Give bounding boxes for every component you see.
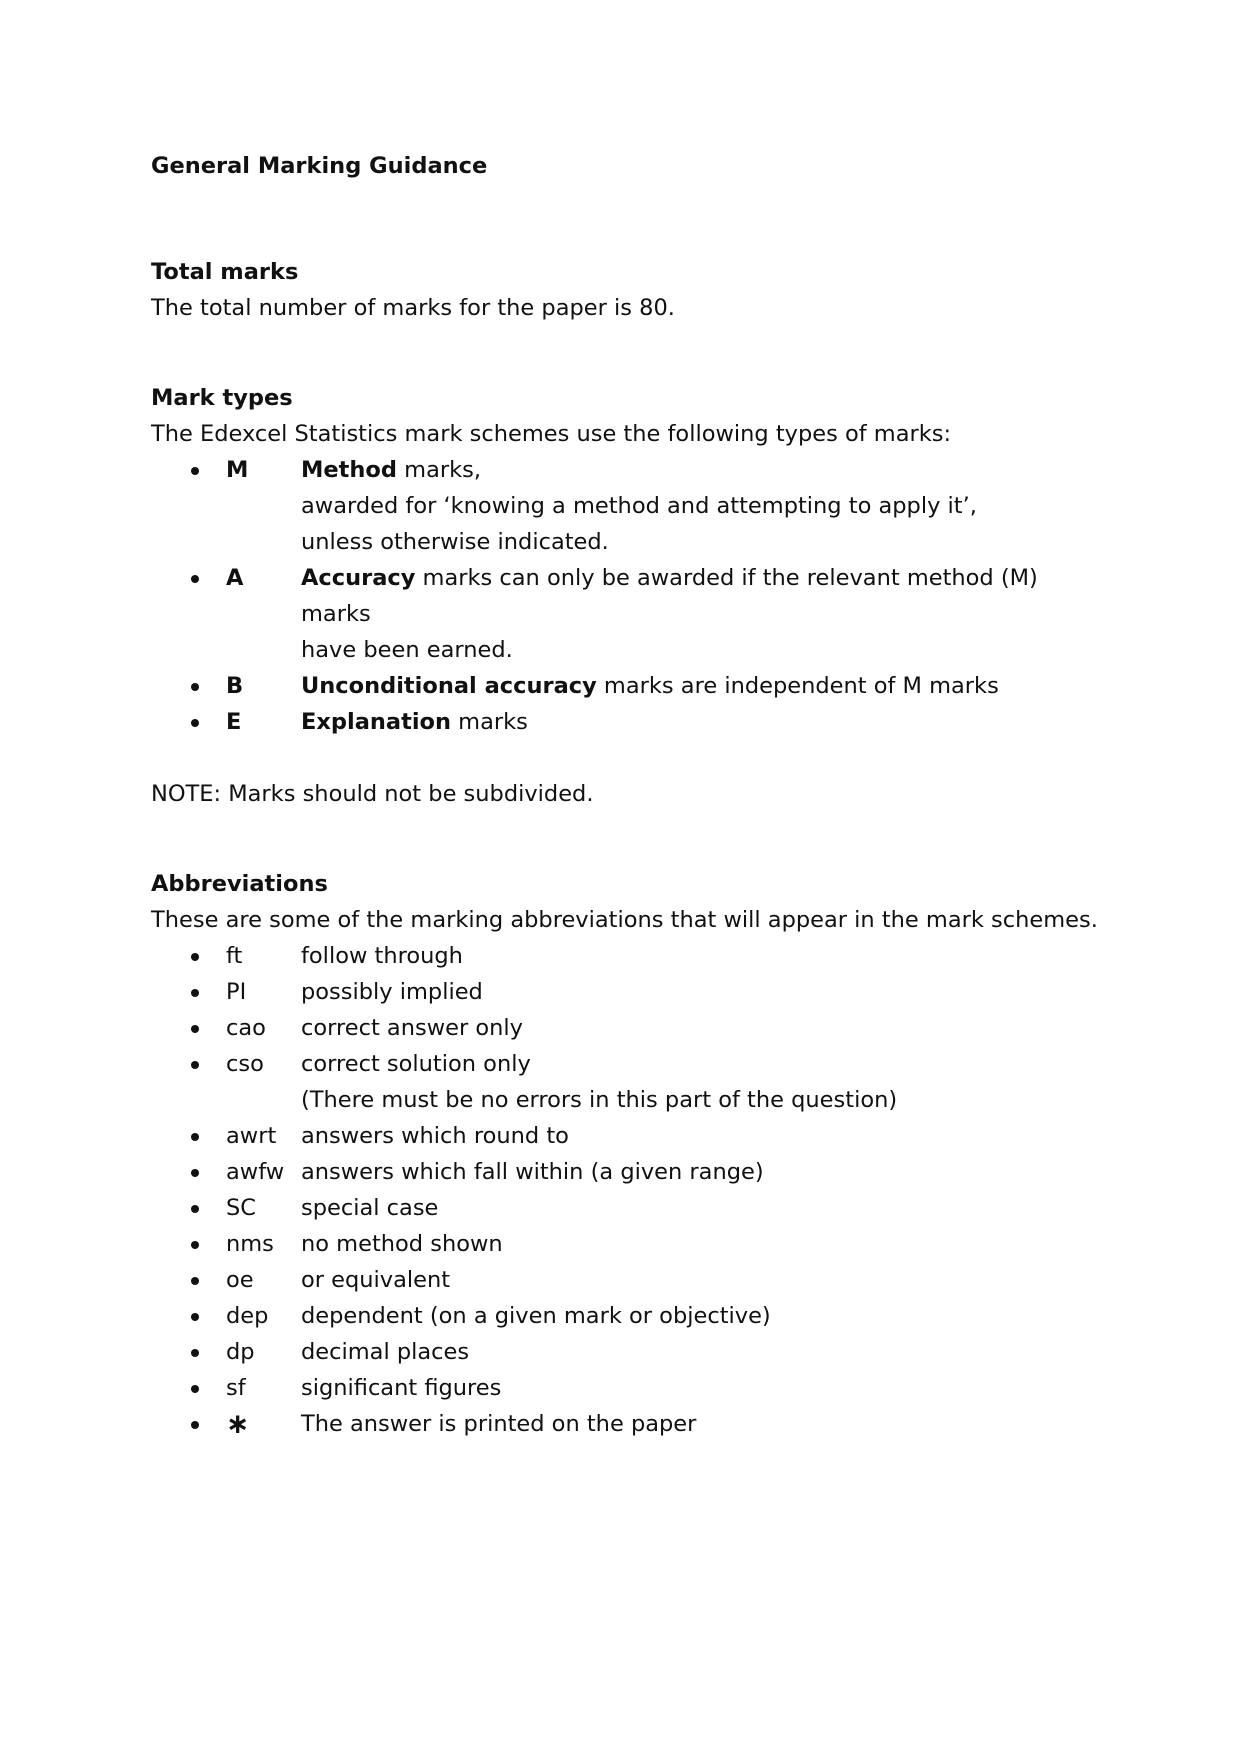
mark-type-term: Method xyxy=(301,457,397,483)
abbreviation-item xyxy=(151,1226,1111,1262)
page-title: General Marking Guidance xyxy=(151,153,488,179)
abbreviation-item xyxy=(151,938,1111,974)
abbreviation-text: follow through xyxy=(301,943,463,969)
total-marks-heading: Total marks xyxy=(151,259,299,285)
mark-type-item xyxy=(151,452,1111,560)
abbreviation-item xyxy=(151,1406,1111,1442)
mark-type-term: Unconditional accuracy xyxy=(301,673,597,699)
mark-type-rest: marks, xyxy=(397,457,482,483)
abbreviation-text: possibly implied xyxy=(301,979,483,1005)
abbreviation-description xyxy=(301,1154,1111,1190)
abbreviation-description xyxy=(301,1370,1111,1406)
abbreviations-section xyxy=(151,866,1111,1442)
abbreviation-text: answers which round to xyxy=(301,1123,569,1149)
abbreviation-code: cso xyxy=(226,1051,264,1077)
abbreviation-item xyxy=(151,1154,1111,1190)
mark-types-heading: Mark types xyxy=(151,385,293,411)
abbreviation-text: correct answer only xyxy=(301,1015,523,1041)
abbreviation-code: ft xyxy=(226,943,243,969)
mark-type-code: A xyxy=(226,565,244,591)
abbreviation-item xyxy=(151,1334,1111,1370)
abbreviations-list xyxy=(151,938,1111,1442)
abbreviation-description xyxy=(301,1298,1111,1334)
abbreviation-text: The answer is printed on the paper xyxy=(301,1411,697,1437)
mark-type-description xyxy=(301,452,1111,560)
abbreviation-code: oe xyxy=(226,1267,254,1293)
abbreviation-item xyxy=(151,1046,1111,1118)
abbreviation-item xyxy=(151,1118,1111,1154)
mark-type-item xyxy=(151,704,1111,740)
abbreviation-description xyxy=(301,974,1111,1010)
mark-type-code: M xyxy=(226,457,249,483)
abbreviation-code: nms xyxy=(226,1231,274,1257)
abbreviation-text: special case xyxy=(301,1195,439,1221)
mark-type-term: Explanation xyxy=(301,709,452,735)
abbreviation-text: correct solution only xyxy=(301,1051,531,1077)
abbreviation-description xyxy=(301,1010,1111,1046)
abbreviations-heading: Abbreviations xyxy=(151,871,328,897)
abbreviation-item xyxy=(151,1298,1111,1334)
mark-type-line xyxy=(301,668,1111,704)
mark-type-item xyxy=(151,560,1111,668)
abbreviation-item xyxy=(151,1190,1111,1226)
mark-type-line xyxy=(301,560,1111,632)
abbreviation-description xyxy=(301,1262,1111,1298)
abbreviation-code: PI xyxy=(226,979,247,1005)
abbreviation-description xyxy=(301,1226,1111,1262)
mark-types-intro: The Edexcel Statistics mark schemes use the following types of marks: xyxy=(151,421,952,447)
abbreviation-extra-line: (There must be no errors in this part of the question) xyxy=(301,1087,898,1113)
abbreviation-code: cao xyxy=(226,1015,266,1041)
abbreviation-description xyxy=(301,1406,1111,1442)
abbreviation-item xyxy=(151,1262,1111,1298)
abbreviation-description xyxy=(301,1118,1111,1154)
abbreviation-text: significant figures xyxy=(301,1375,502,1401)
abbreviation-item xyxy=(151,1370,1111,1406)
mark-type-line xyxy=(301,704,1111,740)
note-text: NOTE: Marks should not be subdivided. xyxy=(151,781,594,807)
abbreviation-description xyxy=(301,1190,1111,1226)
abbreviation-code: awrt xyxy=(226,1123,277,1149)
mark-type-rest: marks xyxy=(451,709,528,735)
abbreviation-code: ∗ xyxy=(226,1407,250,1440)
document-page xyxy=(151,148,1111,1442)
abbreviation-text: decimal places xyxy=(301,1339,470,1365)
mark-type-code: E xyxy=(226,709,242,735)
mark-type-rest: marks are independent of M marks xyxy=(596,673,999,699)
abbreviation-item xyxy=(151,1010,1111,1046)
mark-type-description xyxy=(301,704,1111,740)
total-marks-section xyxy=(151,254,1111,326)
abbreviation-text: no method shown xyxy=(301,1231,503,1257)
abbreviation-text: or equivalent xyxy=(301,1267,451,1293)
abbreviation-text: answers which fall within (a given range) xyxy=(301,1159,764,1185)
mark-type-rest: marks can only be awarded if the relevant method (M) marks xyxy=(301,565,1038,627)
mark-type-description xyxy=(301,560,1111,668)
abbreviations-intro: These are some of the marking abbreviations that will appear in the mark schemes. xyxy=(151,907,1098,933)
abbreviation-description xyxy=(301,1334,1111,1370)
mark-type-extra-line: have been earned. xyxy=(301,637,513,663)
mark-type-extra-line: unless otherwise indicated. xyxy=(301,529,609,555)
mark-type-item xyxy=(151,668,1111,704)
mark-types-section xyxy=(151,380,1111,740)
mark-type-description xyxy=(301,668,1111,704)
mark-type-line xyxy=(301,452,1111,488)
abbreviation-code: dep xyxy=(226,1303,269,1329)
abbreviation-code: SC xyxy=(226,1195,256,1221)
abbreviation-code: dp xyxy=(226,1339,255,1365)
abbreviation-code: awfw xyxy=(226,1159,285,1185)
mark-type-extra-line: awarded for ‘knowing a method and attempting to apply it’, xyxy=(301,493,977,519)
abbreviation-description xyxy=(301,938,1111,974)
abbreviation-text: dependent (on a given mark or objective) xyxy=(301,1303,771,1329)
mark-type-code: B xyxy=(226,673,244,699)
total-marks-text: The total number of marks for the paper is 80. xyxy=(151,295,675,321)
mark-types-list xyxy=(151,452,1111,740)
abbreviation-code: sf xyxy=(226,1375,246,1401)
abbreviation-item xyxy=(151,974,1111,1010)
mark-type-term: Accuracy xyxy=(301,565,416,591)
abbreviation-description xyxy=(301,1046,1111,1118)
